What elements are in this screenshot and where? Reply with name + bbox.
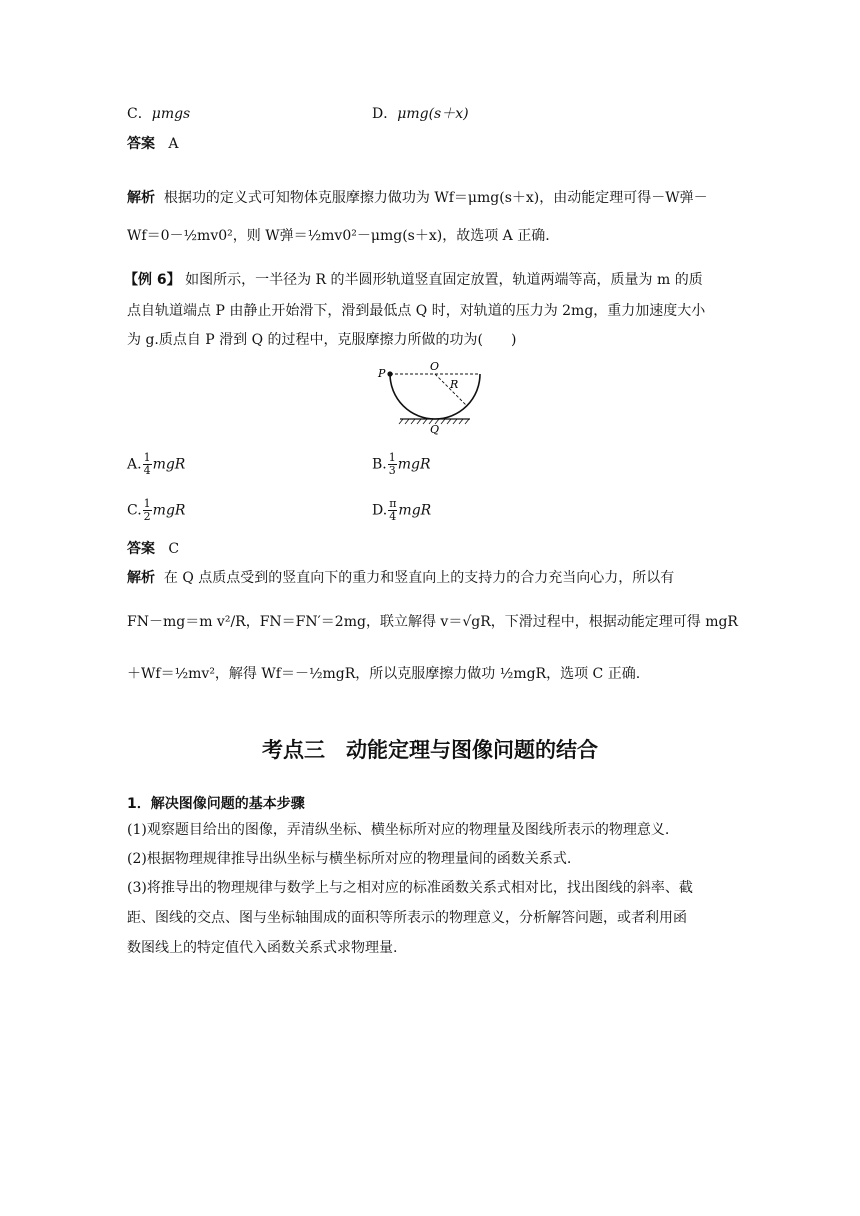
point-p <box>387 371 392 376</box>
example-6-line3 <box>127 330 516 350</box>
analysis-line3 <box>127 664 640 684</box>
option-label: D． <box>372 106 398 122</box>
option-text: mgR <box>152 502 186 519</box>
label-o: O <box>430 360 440 373</box>
analysis-text: ＋Wf＝½mv²，解得 Wf＝－½mgR，所以克服摩擦力做功 ½mgR，选项 C 正确. <box>127 666 641 682</box>
option-b <box>372 452 431 477</box>
option-text: mgR <box>152 456 186 473</box>
option-text: mgR <box>397 456 431 473</box>
example-text: 为 g.质点自 P 滑到 Q 的过程中，克服摩擦力所做的功为( ) <box>127 332 517 348</box>
option-label: A. <box>127 456 142 473</box>
example-text: 点自轨道端点 P 由静止开始滑下，滑到最低点 Q 时，对轨道的压力为 2mg，重力加速度大小 <box>127 303 706 319</box>
option-c <box>127 498 185 523</box>
prev-answer <box>127 134 178 154</box>
fraction-num: 1 <box>143 497 151 510</box>
answer-label: 答案 <box>127 136 155 152</box>
option-text: μmg(s＋x) <box>397 106 469 122</box>
answer-value: C <box>168 541 180 557</box>
option-label: D. <box>372 502 388 519</box>
answer-label: 答案 <box>127 541 155 557</box>
step-3-line1: (3)将推导出的物理规律与数学上与之相对应的标准函数关系式相对比，找出图线的斜率、截 <box>127 880 693 896</box>
label-q: Q <box>430 423 440 436</box>
semicircle-track-diagram <box>370 360 500 436</box>
fraction <box>143 498 152 523</box>
analysis-line1 <box>127 568 674 588</box>
step-1: (1)观察题目给出的图像，弄清纵坐标、横坐标所对应的物理量及图线所表示的物理意义. <box>127 822 670 838</box>
analysis-text: 在 Q 点质点受到的竖直向下的重力和竖直向上的支持力的合力充当向心力，所以有 <box>163 570 675 586</box>
analysis-line2 <box>127 612 738 632</box>
steps-title: 1．解决图像问题的基本步骤 <box>127 796 305 812</box>
step-3-line3: 数图线上的特定值代入函数关系式求物理量. <box>127 940 398 956</box>
fraction-den: 4 <box>143 464 151 477</box>
analysis-text: Wf＝0－½mv0²，则 W弹＝½mv0²－μmg(s＋x)，故选项 A 正确. <box>127 228 550 244</box>
fraction <box>143 452 152 477</box>
answer-value: A <box>168 136 179 152</box>
fraction <box>388 452 397 477</box>
fraction-den: 2 <box>143 510 151 523</box>
answer <box>127 539 179 559</box>
example-6-line2 <box>127 301 705 321</box>
label-p: P <box>378 367 386 380</box>
prev-analysis-line2 <box>127 226 550 246</box>
fraction-den: 4 <box>389 510 397 523</box>
section-title: 考点三 动能定理与图像问题的结合 <box>262 738 598 762</box>
example-6-line1 <box>124 270 703 290</box>
fraction-num: 1 <box>143 451 151 464</box>
analysis-text: 根据功的定义式可知物体克服摩擦力做功为 Wf＝μmg(s＋x)，由动能定理可得－W弹－ <box>163 190 708 206</box>
fraction-num: 1 <box>388 451 396 464</box>
example-text: 如图所示，一半径为 R 的半圆形轨道竖直固定放置，轨道两端等高，质量为 m 的质 <box>185 272 703 288</box>
fraction-num: π <box>389 497 397 510</box>
fraction <box>388 498 397 523</box>
option-label: C． <box>127 106 152 122</box>
label-r: R <box>450 378 459 391</box>
prev-analysis-line1 <box>127 188 708 208</box>
option-label: C. <box>127 502 142 519</box>
step-2: (2)根据物理规律推导出纵坐标与横坐标所对应的物理量间的函数关系式. <box>127 851 572 867</box>
track-arc <box>390 374 480 419</box>
option-d <box>372 498 431 523</box>
option-text: μmgs <box>151 106 191 122</box>
analysis-text: FN－mg＝m v²/R，FN＝FN′＝2mg，联立解得 v＝√gR，下滑过程中，根据动能定理可得 mgR <box>127 614 738 630</box>
option-c-prev <box>127 104 190 124</box>
fraction-den: 3 <box>388 464 396 477</box>
analysis-label: 解析 <box>127 570 155 586</box>
option-label: B. <box>372 456 387 473</box>
example-tag: 【例 6】 <box>124 272 181 288</box>
step-3-line2: 距、图线的交点、图与坐标轴围成的面积等所表示的物理意义，分析解答问题，或者利用函 <box>127 910 687 926</box>
option-a <box>127 452 185 477</box>
option-text: mgR <box>398 502 432 519</box>
analysis-label: 解析 <box>127 190 155 206</box>
example-tag-text: 例 6 <box>138 272 167 288</box>
option-d-prev <box>372 104 469 124</box>
